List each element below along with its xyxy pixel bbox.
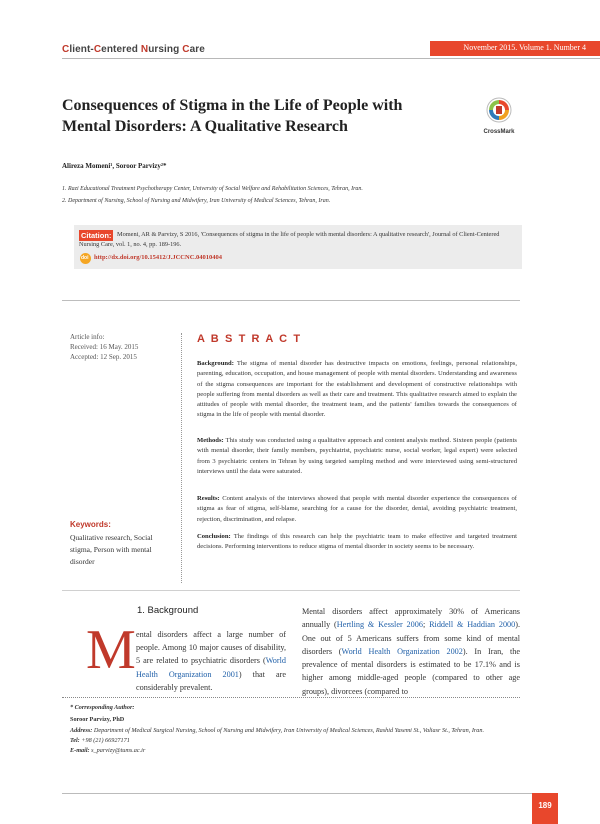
reference-link[interactable]: Hertling & Kessler 2006 [336, 620, 423, 630]
reference-link[interactable]: World Health Organization 2001 [136, 656, 286, 679]
drop-cap: M [86, 619, 136, 681]
abstract-results: Results: Content analysis of the interviews showed that people with mental disorder experience the consequences of stigma as fear of stigma, self-blame, searching for a cause for the disorder, denial, avoiding psychiatric treatment, rejection, discrimination, and relapse. [197, 495, 517, 523]
affiliation-2: 2. Department of Nursing, School of Nursing and Midwifery, Iran University of Medical Sciences, Tehran, Iran. [62, 198, 331, 204]
corresponding-heading: * Corresponding Author: [70, 704, 135, 711]
column-divider [181, 333, 182, 583]
article-info-label: Article info: [70, 333, 105, 341]
corresponding-address: Address: Department of Medical Surgical Nursing, School of Nursing and Midwifery, Iran University of Medical Sciences, Rashid Yasemi St., Valiasr St., Tehran, Iran. [70, 727, 485, 734]
doi-link[interactable]: http://dx.doi.org/10.15412/J.JCCNC.04010404 [94, 254, 223, 261]
received-date: Received: 16 May. 2015 [70, 343, 139, 351]
issue-bar [430, 41, 600, 56]
keywords-text: Qualitative research, Social stigma, Person with mental disorder [70, 533, 153, 566]
abstract-conclusion: Conclusion: The findings of this research can help the psychiatric team to make effective and targeted treatment decisions. Performing interventions to reduce stigma of mental disorder in society seems to be necessary. [197, 533, 517, 551]
abstract-divider [62, 590, 520, 591]
body-column-1: ental disorders affect a large number of people. Among 10 major causes of disability, 5 are related to psychiatric disorders (World Health Organization 2001) that are considerably prevalent. [136, 630, 287, 692]
article-title: Consequences of Stigma in the Life of People with Mental Disorders: A Qualitative Research [62, 97, 403, 135]
body-column-2: Mental disorders affect approximately 30% of Americans annually (Hertling & Kessler 2006; Riddell & Haddian 2000). One out of 5 Americans suffers from some kind of mental disorders (World Health Organization 2002). In Iran, the prevalence of mental disorders is estimated to be 17.1% and is higher among middle-aged people (compared to other age groups), divorcees (compared to [302, 607, 521, 696]
footnote-divider [62, 697, 520, 698]
corresponding-tel: Tel: +98 (21) 66927171 [70, 737, 130, 744]
crossmark-badge[interactable] [478, 97, 520, 135]
reference-link[interactable]: Riddell & Haddian 2000 [429, 620, 516, 630]
citation-label: Citation: [81, 231, 112, 240]
reference-link[interactable]: World Health Organization 2002 [341, 646, 463, 656]
citation-text: Momeni, AR & Parvizy, S 2016, 'Consequences of stigma in the life of people with mental disorders: A qualitative research', Journal of Client-Centered Nursing Care, vol. 1, no. 4, pp. 189-196. [79, 231, 500, 248]
issue-info: November 2015. Volume 1. Number 4 [463, 43, 586, 52]
header-divider [62, 58, 600, 59]
accepted-date: Accepted: 12 Sep. 2015 [70, 353, 137, 361]
journal-name: Client-Centered Nursing Care [62, 44, 205, 55]
section-heading: 1. Background [137, 605, 199, 616]
footer-divider [62, 793, 532, 794]
corresponding-name: Soroor Parvizy, PhD [70, 716, 125, 723]
abstract-heading: A B S T R A C T [197, 333, 302, 345]
abstract-methods: Methods: This study was conducted using a qualitative approach and content analysis method. Sixteen people (patients with mental disorder, their family members, psychiatrist, psychiatric nurse, social worker, legal expert) were selected from 3 psychiatric centers in Tehran by using targeted sampling method and were interviewed using semi-structured interviews until the data were saturated. [197, 437, 517, 475]
page-number: 189 [532, 793, 558, 824]
crossmark-icon [486, 97, 512, 123]
authors: Alireza Momeni¹, Soroor Parvizy²* [62, 162, 167, 170]
keywords-heading: Keywords: [70, 520, 111, 529]
crossmark-label: CrossMark [483, 129, 515, 135]
abstract-background: Background: The stigma of mental disorder has destructive impacts on emotions, feelings, personal relationships, parenting, education, occupation, and house management of people with mental disorders. Understanding and awareness of the stigma consequences are important for the establishment and development of constructive relationships with people suffering from mental disorders as well as their care and treatment. This qualitative research aimed to explain the attitudes of people with mental disorder, the treatment team, and the patients' families towards the consequences of stigma in the life of people with mental disorder. [197, 360, 517, 419]
section-divider [62, 300, 520, 301]
affiliation-1: 1. Razi Educational Treatment Psychotherapy Center, University of Social Welfare and Rehabilitation Sciences, Tehran, Iran. [62, 186, 363, 192]
corresponding-email[interactable]: E-mail: s_parvizy@tums.ac.ir [70, 747, 146, 754]
doi-icon: doi [80, 253, 91, 264]
